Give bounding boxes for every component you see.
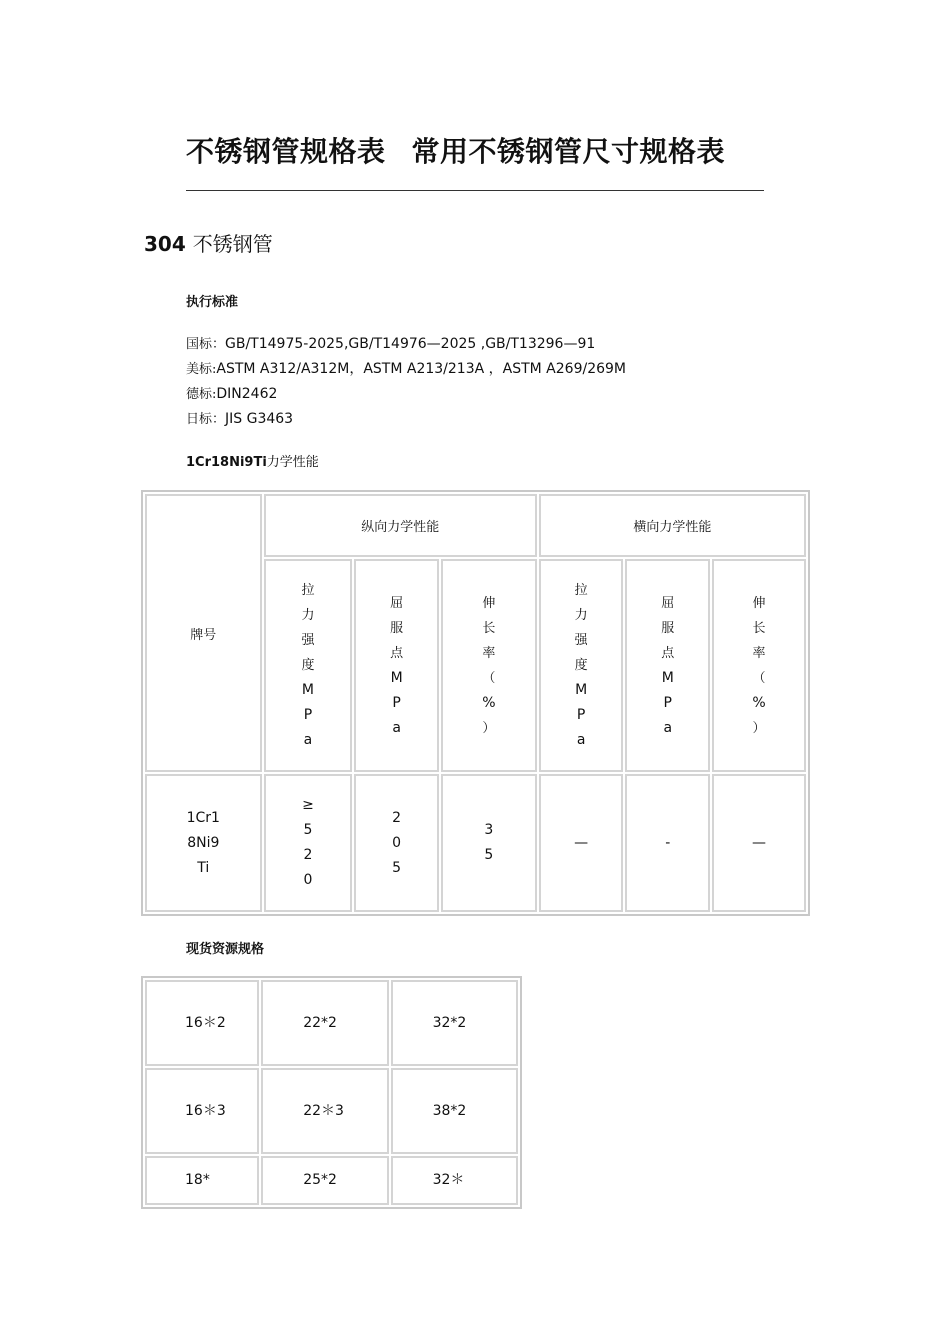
cell-line: 0 (392, 834, 402, 851)
stock-cell (391, 980, 518, 1066)
standard-line (186, 357, 626, 382)
stock-spec-table (141, 976, 522, 1209)
cell-trans-yield: - (625, 774, 710, 912)
cell-line: 伸 (482, 595, 496, 611)
header-long-tensile (264, 559, 353, 772)
cell-line: 屈 (661, 595, 675, 611)
cell-line: 率 (752, 645, 766, 661)
stock-cell (261, 1156, 388, 1205)
cell-line: 3 (484, 822, 494, 838)
cell-line: 度 (301, 658, 315, 673)
cell-line: % (482, 694, 496, 711)
header-grade: 牌号 (145, 494, 262, 772)
header-long-yield (354, 559, 439, 772)
cell-line: P (392, 694, 401, 711)
cell-line: 38*2 (432, 1102, 467, 1119)
cell-line: 32*2 (432, 1014, 467, 1031)
cell-trans-tensile: — (539, 774, 624, 912)
cell-line: 18* (185, 1172, 210, 1188)
stock-cell (391, 1068, 518, 1154)
standard-line (186, 332, 626, 357)
section-heading (144, 228, 273, 257)
cell-line: 1Cr1 (186, 809, 220, 826)
cell-line: P (576, 707, 586, 723)
section-number: 304 (144, 232, 186, 256)
stock-cell (145, 980, 259, 1066)
cell-line: M (390, 669, 403, 686)
standard-text: DIN2462 (216, 386, 278, 402)
cell-long-yield (354, 774, 439, 912)
stock-label: 现货资源规格 (186, 942, 265, 957)
mech-label-suffix: 力学性能 (266, 455, 319, 470)
cell-line: P (303, 707, 313, 723)
cell-line: P (663, 694, 672, 711)
stock-cell (145, 1068, 259, 1154)
mechanical-properties-table (141, 490, 810, 916)
cell-line: 强 (574, 633, 588, 648)
cell-line: 25*2 (303, 1172, 337, 1188)
cell-line: （ (752, 670, 766, 686)
cell-line: 16＊ (185, 1014, 217, 1031)
standard-text: JIS G3463 (225, 411, 294, 427)
mech-label (186, 451, 319, 470)
cell-line: a (576, 732, 586, 748)
standard-prefix: 国标： (186, 337, 226, 352)
cell-long-tensile (264, 774, 353, 912)
header-longitudinal: 纵向力学性能 (264, 494, 537, 557)
header-transverse: 横向力学性能 (539, 494, 806, 557)
standard-line (186, 407, 626, 432)
cell-line: 率 (482, 645, 496, 661)
cell-line: 2 (392, 809, 402, 826)
standard-line (186, 382, 626, 407)
cell-line: 力 (301, 608, 315, 623)
stock-cell (145, 1156, 259, 1205)
header-long-elongation (441, 559, 537, 772)
standards-list (186, 332, 626, 432)
cell-line: 伸 (752, 595, 766, 611)
cell-line: 22*2 (303, 1014, 337, 1031)
cell-line: 点 (390, 645, 404, 661)
cell-line: 拉 (574, 583, 588, 598)
stock-cell (261, 1068, 388, 1154)
cell-line: 3 (216, 1102, 226, 1119)
header-trans-yield (625, 559, 710, 772)
cell-line: a (663, 719, 673, 736)
title-part-1: 不锈钢管规格表 (186, 135, 386, 168)
section-name: 不锈钢管 (192, 232, 273, 256)
cell-line: 8Ni9 (187, 834, 220, 851)
cell-line: 度 (574, 658, 588, 673)
cell-line: ） (482, 720, 496, 736)
cell-line: 点 (661, 645, 675, 661)
mech-label-grade: 1Cr18Ni9Ti (186, 455, 267, 470)
cell-line: a (303, 732, 313, 748)
header-trans-elongation (712, 559, 806, 772)
title-rule (186, 190, 764, 191)
cell-line: 0 (303, 872, 313, 888)
cell-line: 屈 (390, 595, 404, 611)
cell-line: 拉 (301, 583, 315, 598)
cell-line: 服 (390, 620, 404, 636)
cell-line: 5 (484, 847, 494, 863)
stock-cell (391, 1156, 518, 1205)
cell-line: （ (482, 670, 496, 686)
stock-cell (261, 980, 388, 1066)
standard-prefix: 美标: (186, 362, 217, 377)
header-trans-tensile (539, 559, 624, 772)
cell-line: 32＊ (432, 1172, 465, 1188)
cell-line: 16＊ (185, 1102, 217, 1119)
cell-long-elongation (441, 774, 537, 912)
cell-line: ） (752, 720, 766, 736)
cell-line: 22＊3 (303, 1102, 344, 1119)
cell-line: M (301, 682, 314, 698)
standards-label: 执行标准 (186, 295, 239, 310)
cell-line: % (752, 694, 766, 711)
cell-line: 长 (482, 620, 496, 636)
cell-trans-elongation: — (712, 774, 806, 912)
title-part-2: 常用不锈钢管尺寸规格表 (411, 135, 726, 168)
cell-line: 长 (752, 620, 766, 636)
standard-prefix: 日标： (186, 412, 226, 427)
cell-line: 2 (216, 1014, 226, 1031)
cell-line: a (392, 719, 401, 736)
standard-prefix: 德标: (186, 387, 217, 402)
cell-line: M (575, 682, 588, 698)
standard-text: GB/T14975-2025,GB/T14976—2025 ,GB/T13296—91 (225, 336, 596, 352)
cell-line: 5 (392, 859, 402, 876)
cell-line: 服 (661, 620, 675, 636)
cell-line: 力 (574, 608, 588, 623)
cell-line: 强 (301, 633, 315, 648)
standard-text: ASTM A312/A312M，ASTM A213/213A ，ASTM A269/269M (216, 361, 626, 377)
cell-line: 5 (303, 822, 313, 838)
cell-line: Ti (197, 859, 210, 876)
cell-line: 2 (303, 847, 313, 863)
cell-line: M (661, 669, 674, 686)
cell-grade (145, 774, 262, 912)
page-title (186, 130, 725, 170)
cell-line: ≥ (302, 797, 314, 813)
